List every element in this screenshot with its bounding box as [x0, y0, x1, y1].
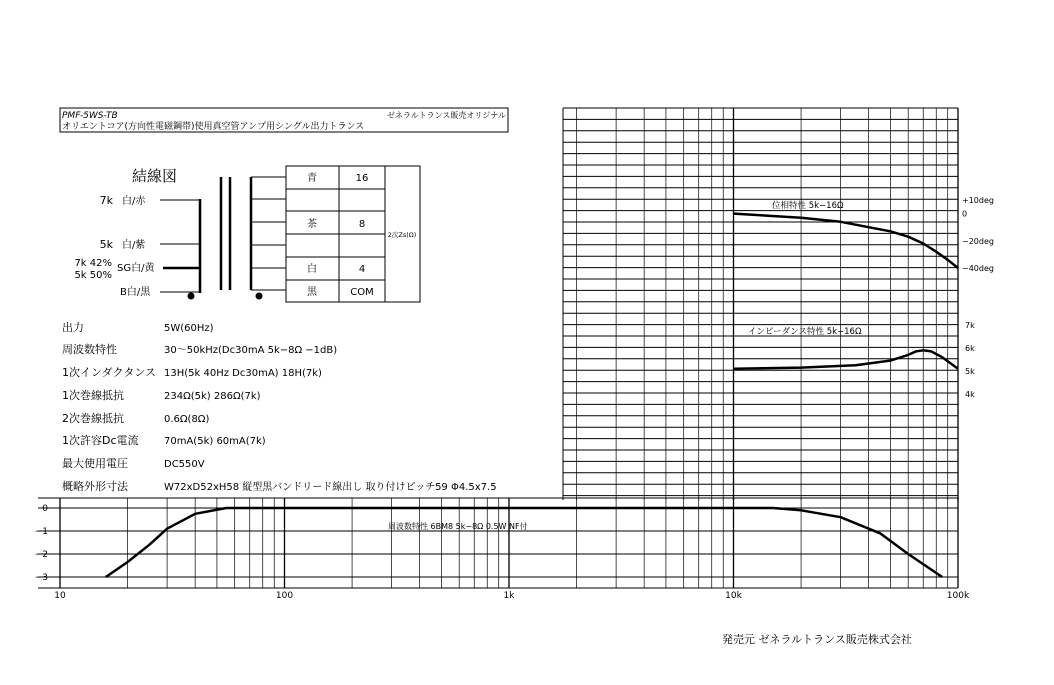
- phase-y-tick-label: 0: [962, 209, 968, 219]
- primary-dot: [188, 293, 195, 300]
- impedance-y-tick-label: 5k: [965, 367, 975, 376]
- freq-x-tick-label: 100k: [946, 591, 970, 601]
- vendor-tag: ゼネラルトランス販売オリジナル: [386, 111, 506, 120]
- spec-label: 1次許容Dc電流: [62, 434, 139, 447]
- wire-label-b: B白/黒: [120, 287, 151, 298]
- wiring-title: 結線図: [132, 167, 178, 185]
- wire-label-white-red: 白/赤: [122, 196, 146, 207]
- header-box: [60, 108, 508, 132]
- spec-value: 0.6Ω(8Ω): [164, 414, 210, 425]
- freq-y-tick-label: −1: [34, 527, 48, 537]
- secondary-dot: [256, 293, 263, 300]
- phase-y-tick-label: +10deg: [962, 196, 994, 205]
- impedance-y-tick-label: 6k: [965, 344, 975, 353]
- table-cell-value: 16: [355, 173, 369, 184]
- tap-label-5k: 5k: [99, 238, 113, 251]
- sg-tap-label-5k: 5k 50%: [74, 270, 112, 281]
- freq-x-tick-label: 100: [275, 591, 294, 601]
- phase-y-tick-label: −20deg: [962, 236, 994, 246]
- spec-label: 2次巻線抵抗: [62, 412, 124, 425]
- spec-label: 出力: [62, 321, 84, 334]
- upper-right-grid: [563, 108, 958, 500]
- spec-label: 概略外形寸法: [62, 480, 128, 493]
- upper-right-curves: [734, 196, 994, 399]
- freq-y-tick-label: 0: [42, 504, 48, 514]
- spec-label: 最大使用電圧: [62, 457, 128, 470]
- impedance-chart-title: インピーダンス特性 5k−16Ω: [748, 327, 862, 337]
- frequency-response-grid: [35, 498, 970, 601]
- spec-value: W72xD52xH58 縦型黒バンドリード線出し 取り付けピッチ59 Φ4.5x7.5: [164, 482, 497, 493]
- spec-value: 234Ω(5k) 286Ω(7k): [164, 391, 261, 402]
- table-cell-color: 黒: [307, 287, 317, 298]
- freq-x-tick-label: 10k: [725, 591, 742, 601]
- impedance-y-tick-label: 7k: [965, 321, 975, 330]
- impedance-line: [734, 350, 959, 368]
- freq-response-line: [106, 508, 942, 577]
- secondary-impedance-label: 2次Zs(Ω): [387, 231, 417, 239]
- tap-label-7k: 7k: [99, 194, 113, 207]
- wire-label-sg: SG白/黄: [117, 263, 155, 274]
- freq-y-tick-label: −3: [34, 573, 48, 583]
- table-cell-color: 白: [307, 264, 317, 275]
- freq-x-tick-label: 10: [54, 591, 66, 601]
- sg-tap-label-7k: 7k 42%: [74, 258, 112, 269]
- spec-label: 1次巻線抵抗: [62, 389, 124, 402]
- product-description: オリエントコア(方向性電磁鋼帯)使用真空管アンプ用シングル出力トランス: [62, 122, 365, 132]
- frequency-response-curve: [106, 508, 942, 577]
- impedance-y-tick-label: 4k: [965, 390, 975, 399]
- spec-label: 周波数特性: [62, 343, 117, 356]
- table-cell-color: 青: [307, 173, 317, 184]
- table-cell-value: COM: [350, 287, 374, 298]
- secondary-table: [286, 166, 420, 302]
- spec-value: 5W(60Hz): [164, 323, 214, 334]
- freq-x-tick-label: 1k: [503, 591, 515, 601]
- table-cell-value: 8: [358, 219, 366, 230]
- spec-value: 70mA(5k) 60mA(7k): [164, 436, 266, 447]
- spec-value: DC550V: [164, 459, 205, 470]
- freq-chart-title: 周波数特性 6BM8 5k−8Ω 0.5W NF付: [388, 522, 528, 531]
- wiring-diagram: [74, 167, 286, 300]
- publisher-footer: 発売元 ゼネラルトランス販売株式会社: [722, 633, 912, 646]
- phase-chart-title: 位相特性 5k−16Ω: [772, 201, 844, 211]
- phase-y-tick-label: −40deg: [962, 264, 994, 273]
- table-cell-color: 茶: [307, 219, 317, 230]
- spec-value: 13H(5k 40Hz Dc30mA) 18H(7k): [164, 368, 322, 379]
- model-number: PMF-5WS-TB: [62, 111, 118, 121]
- wire-label-white-purple: 白/紫: [122, 240, 146, 251]
- freq-y-tick-label: −2: [34, 550, 48, 560]
- table-cell-value: 4: [358, 264, 366, 275]
- spec-list: [62, 320, 497, 493]
- spec-value: 30〜50kHz(Dc30mA 5k−8Ω −1dB): [164, 345, 338, 356]
- spec-label: 1次インダクタンス: [62, 366, 157, 379]
